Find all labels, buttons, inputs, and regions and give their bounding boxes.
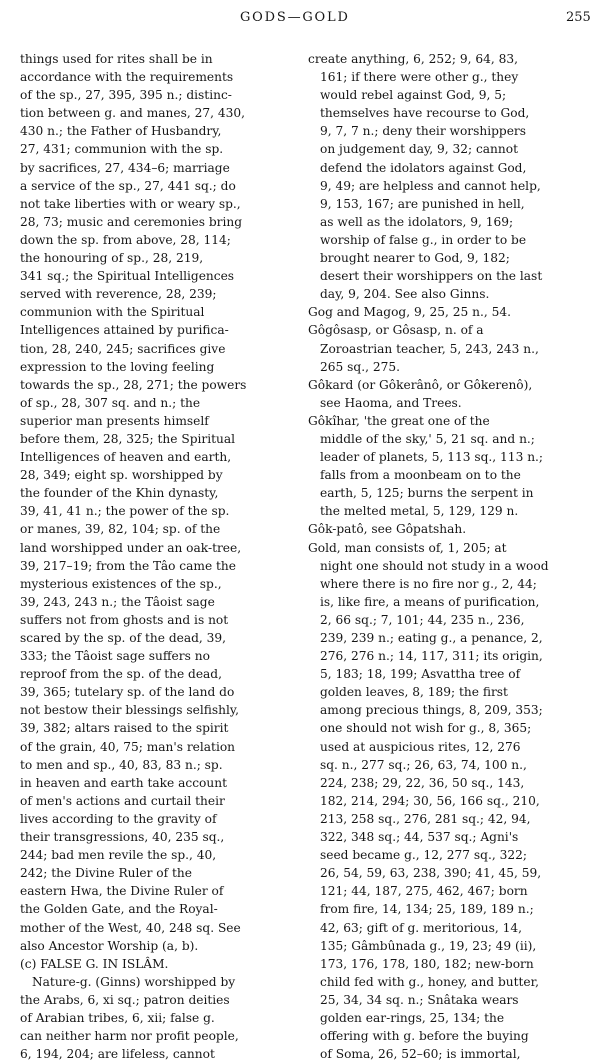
index-line: 242; the Divine Ruler of the (20, 866, 192, 881)
index-line: create anything, 6, 252; 9, 64, 83, (308, 52, 519, 66)
index-line: golden ear-rings, 25, 134; the (320, 1010, 505, 1025)
index-line: 42, 63; gift of g. meritorious, 14, (320, 920, 523, 935)
index-line: Intelligences attained by purifica- (20, 323, 229, 338)
index-line: 322, 348 sq.; 44, 537 sq.; Agni's (320, 830, 519, 845)
index-line: of men's actions and curtail their (20, 793, 225, 808)
index-line: Zoroastrian teacher, 5, 243, 243 n., (320, 341, 539, 356)
index-line: desert their worshippers on the last (320, 269, 543, 284)
index-line: 9, 49; are helpless and cannot help, (320, 178, 541, 193)
index-line: 39, 382; altars raised to the spirit (20, 721, 229, 736)
index-line: Intelligences of heaven and earth, (20, 450, 232, 465)
index-line: 5, 183; 18, 199; Asvattha tree of (320, 667, 521, 682)
index-line: the melted metal, 5, 129, 129 n. (320, 504, 519, 519)
index-line: of sp., 28, 307 sq. and n.; the (20, 395, 201, 410)
index-line: falls from a moonbeam on to the (320, 468, 521, 483)
index-line: middle of the sky,' 5, 21 sq. and n.; (320, 431, 535, 446)
index-line: 6, 194, 204; are lifeless, cannot (20, 1047, 215, 1062)
index-line: 341 sq.; the Spiritual Intelligences (20, 269, 235, 284)
index-line: before them, 28, 325; the Spiritual (20, 431, 236, 446)
index-line: themselves have recourse to God, (320, 106, 530, 121)
index-line: of the grain, 40, 75; man's relation (20, 739, 236, 754)
index-line: 430 n.; the Father of Husbandry, (20, 124, 222, 139)
index-line: in heaven and earth take account (20, 775, 227, 790)
index-line: Gôkard (or Gôkerânô, or Gôkerenô), (308, 377, 533, 392)
index-line: 224, 238; 29, 22, 36, 50 sq., 143, (320, 775, 525, 790)
index-line: or manes, 39, 82, 104; sp. of the (20, 522, 221, 537)
index-line: scared by the sp. of the dead, 39, (20, 631, 227, 645)
index-line: 9, 153, 167; are punished in hell, (320, 196, 525, 211)
index-line: brought nearer to God, 9, 182; (320, 251, 510, 266)
index-line: the Golden Gate, and the Royal- (20, 902, 218, 917)
index-line: on judgement day, 9, 32; cannot (320, 142, 518, 157)
index-line: seed became g., 12, 277 sq., 322; (320, 848, 527, 863)
index-line: mother of the West, 40, 248 sq. See (20, 920, 241, 935)
index-line: tion, 28, 240, 245; sacrifices give (20, 341, 226, 356)
index-line: to men and sp., 40, 83, 83 n.; sp. (20, 757, 223, 772)
index-line: the honouring of sp., 28, 219, (20, 251, 204, 266)
index-line: day, 9, 204. See also Ginns. (320, 287, 490, 302)
index-line: 9, 7, 7 n.; deny their worshippers (320, 124, 527, 139)
index-line: 173, 176, 178, 180, 182; new-born (320, 956, 534, 971)
index-line: 213, 258 sq., 276, 281 sq.; 42, 94, (320, 811, 531, 826)
running-head: GODS—GOLD (240, 10, 350, 25)
index-line: not take liberties with or weary sp., (20, 196, 241, 211)
index-line: from fire, 14, 134; 25, 189, 189 n.; (320, 902, 534, 917)
index-line: 28, 349; eight sp. worshipped by (20, 468, 223, 483)
page-number: 255 (566, 10, 591, 25)
index-line: things used for rites shall be in (20, 52, 213, 66)
index-line: Gôkîhar, 'the great one of the (308, 413, 490, 428)
index-line: Gold, man consists of, 1, 205; at (308, 540, 507, 555)
index-line: (c) FALSE G. IN ISLÂM. (20, 956, 169, 971)
index-line: worship of false g., in order to be (320, 232, 527, 247)
index-line: of Soma, 26, 52–60; is immortal, (320, 1047, 521, 1062)
index-line: 28, 73; music and ceremonies bring (20, 214, 243, 229)
index-line: would rebel against God, 9, 5; (320, 88, 507, 103)
index-line: 26, 54, 59, 63, 238, 390; 41, 45, 59, (320, 866, 542, 881)
index-line: reproof from the sp. of the dead, (20, 667, 222, 682)
index-line: 265 sq., 275. (320, 359, 400, 374)
index-line: used at auspicious rites, 12, 276 (320, 739, 521, 754)
index-line: golden leaves, 8, 189; the first (320, 685, 508, 700)
index-line: leader of planets, 5, 113 sq., 113 n.; (320, 450, 544, 465)
index-line: also Ancestor Worship (a, b). (20, 938, 199, 953)
index-line: defend the idolators against God, (320, 160, 527, 175)
index-line: 39, 243, 243 n.; the Tâoist sage (20, 594, 215, 609)
index-line: by sacrifices, 27, 434–6; marriage (20, 160, 230, 175)
index-line: 39, 217–19; from the Tâo came the (20, 558, 236, 573)
index-line: Gôgôsasp, or Gôsasp, n. of a (308, 323, 484, 338)
left-column (20, 50, 292, 1062)
index-line: earth, 5, 125; burns the serpent in (320, 486, 534, 501)
index-line: suffers not from ghosts and is not (20, 612, 229, 627)
index-line: communion with the Spiritual (20, 305, 205, 320)
index-line: served with reverence, 28, 239; (20, 287, 217, 302)
index-line: 239, 239 n.; eating g., a penance, 2, (320, 631, 543, 645)
index-line: 135; Gâmbûnada g., 19, 23; 49 (ii), (320, 938, 537, 953)
index-line: 121; 44, 187, 275, 462, 467; born (320, 884, 528, 899)
index-line: 39, 365; tutelary sp. of the land do (20, 685, 235, 700)
index-line: 182, 214, 294; 30, 56, 166 sq., 210, (320, 793, 540, 808)
index-line: among precious things, 8, 209, 353; (320, 703, 543, 718)
index-line: as well as the idolators, 9, 169; (320, 214, 514, 229)
index-line: of Arabian tribes, 6, xii; false g. (20, 1010, 215, 1025)
index-line: child fed with g., honey, and butter, (320, 974, 539, 989)
index-line: sq. n., 277 sq.; 26, 63, 74, 100 n., (320, 757, 527, 772)
index-line: can neither harm nor profit people, (20, 1029, 239, 1044)
index-line: 2, 66 sq.; 7, 101; 44, 235 n., 236, (320, 612, 525, 627)
index-line: Gog and Magog, 9, 25, 25 n., 54. (308, 305, 511, 320)
index-line: the Arabs, 6, xi sq.; patron deities (20, 992, 230, 1007)
index-line: down the sp. from above, 28, 114; (20, 232, 231, 247)
index-line: eastern Hwa, the Divine Ruler of (20, 884, 224, 899)
index-line: 161; if there were other g., they (320, 70, 519, 85)
index-line: Nature-g. (Ginns) worshipped by (32, 974, 236, 989)
index-line: 244; bad men revile the sp., 40, (20, 848, 217, 863)
index-line: 27, 431; communion with the sp. (20, 142, 224, 157)
index-line: superior man presents himself (20, 413, 209, 428)
index-line: 39, 41, 41 n.; the power of the sp. (20, 504, 230, 519)
right-column (308, 50, 594, 1062)
index-line: where there is no fire nor g., 2, 44; (320, 576, 537, 591)
index-line: one should not wish for g., 8, 365; (320, 721, 532, 736)
index-line: accordance with the requirements (20, 70, 234, 85)
index-line: is, like fire, a means of purification, (320, 594, 540, 609)
index-line: 276, 276 n.; 14, 117, 311; its origin, (320, 649, 543, 664)
index-line: Gôk-patô, see Gôpatshah. (308, 522, 467, 537)
index-line: mysterious existences of the sp., (20, 576, 222, 591)
index-line: their transgressions, 40, 235 sq., (20, 830, 225, 845)
index-line: 25, 34, 34 sq. n.; Snâtaka wears (320, 992, 519, 1007)
index-line: offering with g. before the buying (320, 1029, 529, 1044)
index-line: tion between g. and manes, 27, 430, (20, 106, 245, 121)
index-line: a service of the sp., 27, 441 sq.; do (20, 178, 236, 193)
index-line: lives according to the gravity of (20, 811, 217, 826)
index-line: see Haoma, and Trees. (320, 395, 462, 410)
index-line: night one should not study in a wood (320, 558, 549, 573)
index-line: of the sp., 27, 395, 395 n.; distinc- (20, 88, 232, 103)
index-line: towards the sp., 28, 271; the powers (20, 377, 247, 392)
index-line: the founder of the Khin dynasty, (20, 486, 219, 501)
index-line: land worshipped under an oak-tree, (20, 540, 242, 555)
index-line: expression to the loving feeling (20, 359, 215, 374)
index-line: not bestow their blessings selfishly, (20, 703, 240, 718)
index-line: 333; the Tâoist sage suffers no (20, 649, 210, 664)
